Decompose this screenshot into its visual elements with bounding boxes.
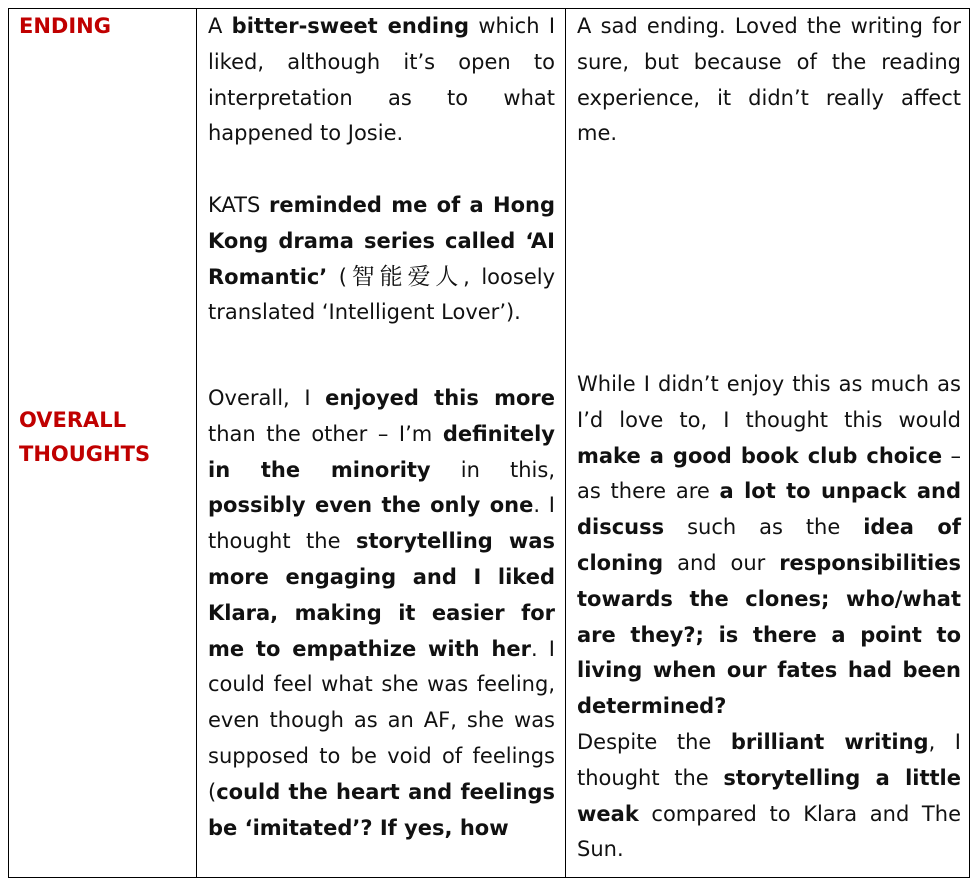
row-label-ending [19,9,194,43]
bold-text-run: make a good book club choice [577,443,943,468]
bold-text-run: bitter-sweet ending [231,14,470,38]
ending-label: ENDING [19,14,111,38]
col2-overall-paragraph [208,381,555,846]
bold-text-run: enjoyed this more [325,386,555,410]
bold-text-run: could the heart and feelings be ‘imitated’? If yes, how [208,779,555,840]
bold-text-run: responsibilities towards the clones; who/what are they?; is there a point to living when our fates had been determined? [577,550,961,719]
bold-text-run: reminded me of a Hong Kong drama series called ‘AI Romantic’ [208,193,555,289]
review-comparison-table [8,8,970,878]
text-run: such as the [664,515,864,540]
bold-text-run: storytelling a little weak [577,765,961,826]
bold-text-run: storytelling was more engaging and I liked Klara, making it easier for me to empathize with her [208,529,555,661]
col2-kats-paragraph [208,188,555,331]
bold-text-run: brilliant writing [730,729,929,754]
column-3-overall-cell [577,367,961,868]
text-run: KATS [208,193,269,217]
column-divider-1 [196,9,197,877]
text-run: in this, [430,457,555,482]
column-divider-2 [565,9,566,877]
text-run: Overall, I [208,386,326,410]
column-2-overall-cell [208,381,555,846]
row-label-overall-thoughts [19,403,194,471]
col3-overall-paragraph [577,367,961,725]
col3-despite-paragraph [577,725,961,868]
text-run: – as there are [577,443,961,504]
overall-label-line2: THOUGHTS [19,442,151,466]
text-run: . I thought the [208,493,555,554]
text-run: , loosely translated ‘Intelligent Lover’). [208,264,555,325]
text-run: Despite the [577,729,731,754]
text-run: While I didn’t enjoy this as much as I’d love to, I thought this would [577,372,961,432]
bold-text-run: definitely in the minority [208,421,555,482]
text-run: than the other – I’m [208,421,443,446]
text-run: 智能爱人 [346,263,464,290]
bold-text-run: idea of cloning [577,515,961,575]
overall-label-line1: OVERALL [19,408,127,432]
text-run: which I liked, although it’s open to interpretation as to what happened to Josie. [208,14,556,146]
text-run: A [208,14,232,38]
col2-ending-paragraph [208,9,555,152]
bold-text-run: possibly even the only one [208,493,534,518]
column-2-ending-cell [208,9,555,152]
text-run: ( [327,264,347,289]
text-run: . I could feel what she was feeling, even though as an AF, she was supposed to be void of feelings ( [208,636,555,804]
text-run: compared to Klara and The Sun. [577,801,961,862]
text-run: and our [663,550,780,575]
text-run: A sad ending. Loved the writing for sure, but because of the reading experience, it didn’t really affect me. [577,14,961,146]
col3-ending-paragraph [577,9,961,152]
column-2-kats-cell [208,188,555,331]
text-run: , I thought the [577,729,962,790]
bold-text-run: a lot to unpack and discuss [577,479,962,540]
column-3-ending-cell [577,9,961,152]
